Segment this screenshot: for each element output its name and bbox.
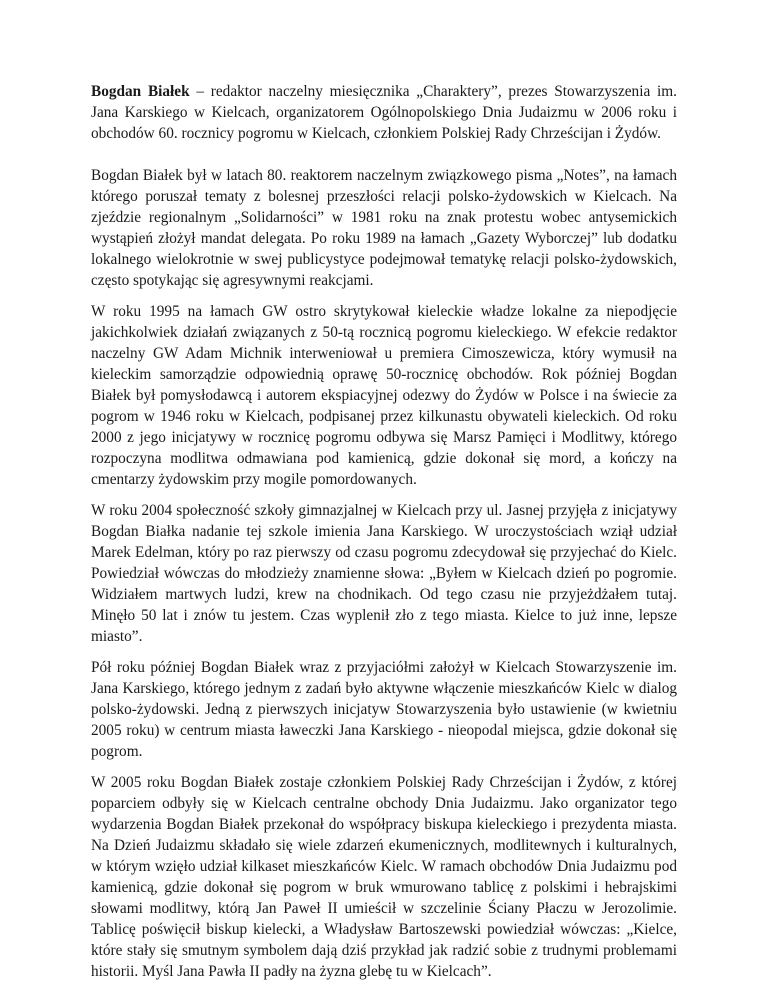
intro-text: – redaktor naczelny miesięcznika „Charaktery”, prezes Stowarzyszenia im. Jana Karskiego w Kielcach, organizatorem Ogólnopolskiego Dnia Judaizmu w 2006 roku i obchodów 60. rocznicy pogromu w Kielcach, członkiem Polskiej Rady Chrześcijan i Żydów. — [91, 83, 677, 142]
paragraph-2004-school: W roku 2004 społeczność szkoły gimnazjalnej w Kielcach przy ul. Jasnej przyjęła z inicjatywy Bogdan Białka nadanie tej szkole imienia Jana Karskiego. W uroczystościach wziął udział Marek Edelman, który po raz pierwszy od czasu pogromu zdecydował się przyjechać do Kielc. Powiedział wówczas do młodzieży znamienne słowa: „Byłem w Kielcach dzień po pogromie. Widziałem martwych ludzi, krew na chodnikach. Od tego czasu nie przyjeżdżałem tutaj. Minęło 50 lat i znów tu jestem. Czas wyplenił zło z tego miasta. Kielce to już inne, lepsze miasto”. — [91, 502, 677, 645]
paragraph-karski-association: Pół roku później Bogdan Białek wraz z przyjaciółmi założył w Kielcach Stowarzyszenie im. Jana Karskiego, którego jednym z zadań było aktywne włączenie mieszkańców Kielc w dialog polsko-żydowski. Jedną z pierwszych inicjatyw Stowarzyszenia było ustawienie (w kwietniu 2005 roku) w centrum miasta ławeczki Jana Karskiego - nieopodal miejsca, gdzie dokonał się pogrom. — [91, 659, 677, 760]
paragraph-1995-criticism: W roku 1995 na łamach GW ostro skrytykował kieleckie władze lokalne za niepodjęcie jakichkolwiek działań związanych z 50-tą rocznicą pogromu kieleckiego. W efekcie redaktor naczelny GW Adam Michnik interweniował u premiera Cimoszewicza, który wymusił na kieleckim samorządzie odpowiednią oprawę 50-rocznicę obchodów. Rok później Bogdan Białek był pomysłodawcą i autorem ekspiacyjnej odezwy do Żydów w Polsce i na świecie za pogrom w 1946 roku w Kielcach, podpisanej przez kilkunastu obywateli kieleckich. Od roku 2000 z jego inicjatywy w rocznicę pogromu odbywa się Marsz Pamięci i Modlitwy, którego rozpoczyna modlitwa odmawiana pod kamienicą, gdzie dokonał się mord, a kończy na cmentarzy żydowskim przy mogile pomordowanych. — [91, 303, 677, 488]
subject-name: Bogdan Białek — [91, 83, 190, 100]
intro-paragraph — [91, 81, 677, 144]
paragraph-2005-council: W 2005 roku Bogdan Białek zostaje członkiem Polskiej Rady Chrześcijan i Żydów, z której poparciem odbyły się w Kielcach centralne obchody Dnia Judaizmu. Jako organizator tego wydarzenia Bogdan Białek przekonał do współpracy biskupa kieleckiego i prezydenta miasta. Na Dzień Judaizmu składało się wiele zdarzeń ekumenicznych, modlitewnych i kulturalnych, w którym wzięło udział kilkaset mieszkańców Kielc. W ramach obchodów Dnia Judaizmu pod kamienicą, gdzie dokonał się pogrom w bruk wmurowano tablicę z polskimi i hebrajskimi słowami modlitwy, którą Jan Paweł II umieścił w szczelinie Ściany Płaczu w Jerozolimie. Tablicę poświęcił biskup kielecki, a Władysław Bartoszewski powiedział wówczas: „Kielce, które stały się smutnym symbolem dają dziś przykład jak radzić sobie z trudnymi problemami historii. Myśl Jana Pawła II padły na żyzna glebę tu w Kielcach”. — [91, 774, 677, 980]
document-page — [91, 81, 677, 992]
paragraph-notes-editor: Bogdan Białek był w latach 80. reaktorem naczelnym związkowego pisma „Notes”, na łamach którego poruszał tematy z bolesnej przeszłości relacji polsko-żydowskich w Kielcach. Na zjeździe regionalnym „Solidarności” w 1981 roku na znak protestu wobec antysemickich wystąpień złożył mandat delegata. Po roku 1989 na łamach „Gazety Wyborczej” lub dodatku lokalnego wielokrotnie w swej publicystyce podejmował tematykę relacji polsko-żydowskich, często spotykając się agresywnymi reakcjami. — [91, 167, 677, 289]
